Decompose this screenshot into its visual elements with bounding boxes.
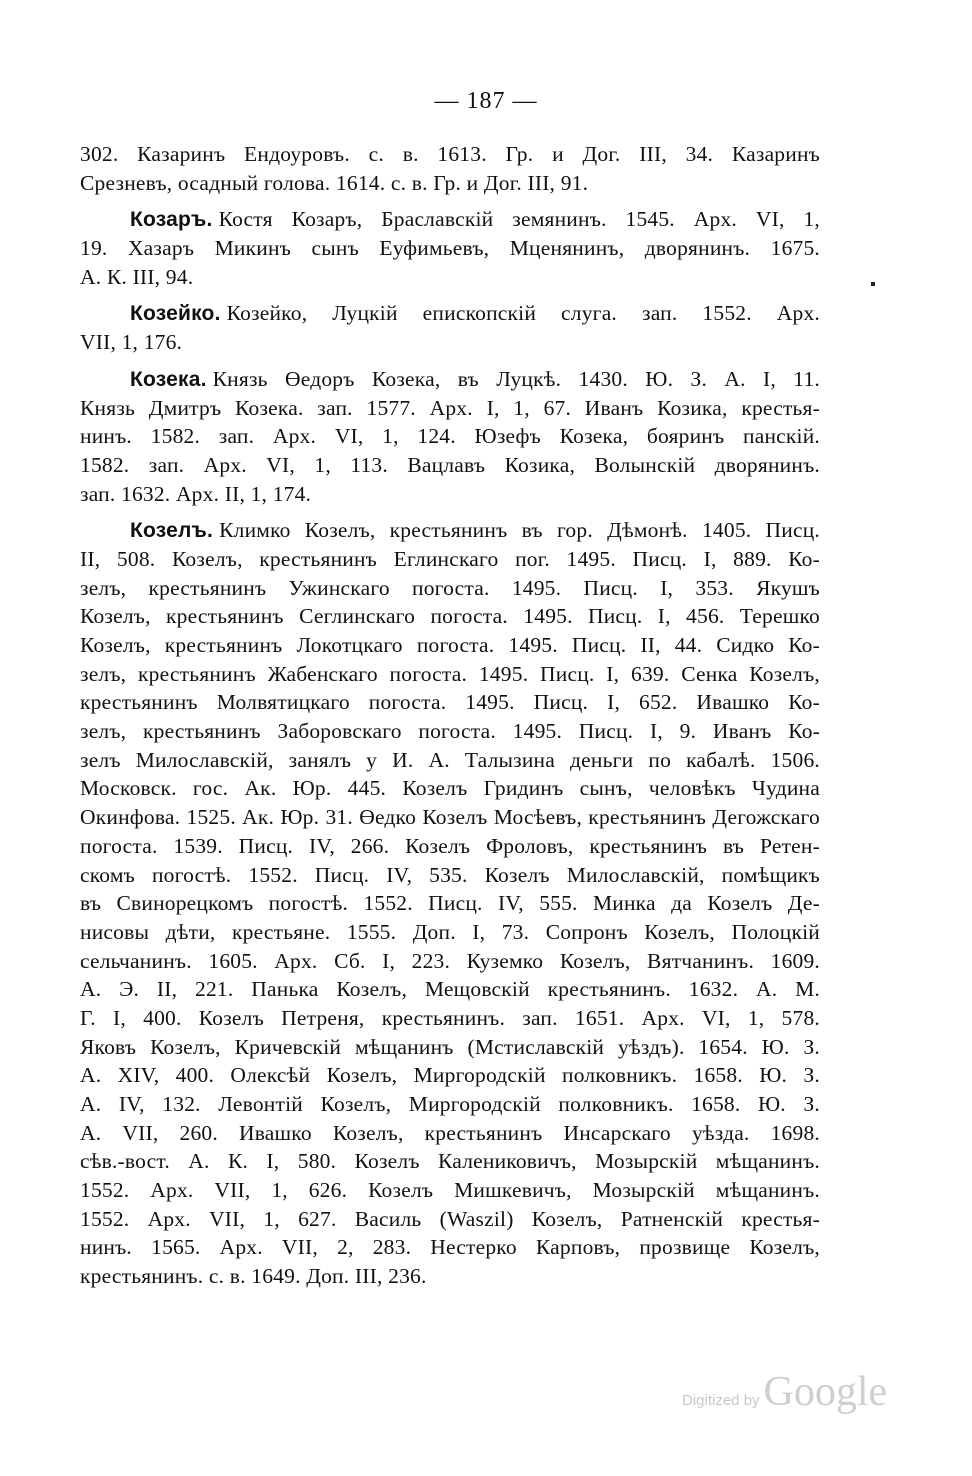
line-text: Московск. гос. Ак. Юр. 445. Козелъ Гридинъ сынъ, человѣкъ Чудина xyxy=(80,776,820,801)
line-text: 1582. зап. Арх. VI, 1, 113. Вацлавъ Козика, Волынскій дворянинъ. xyxy=(80,452,820,477)
line-text: Князь Өедоръ Козека, въ Луцкѣ. 1430. Ю. З. А. I, 11. xyxy=(212,366,820,391)
text-line xyxy=(80,1090,820,1119)
line-text: 19. Хазаръ Микинъ сынъ Еуфимьевъ, Мценянинъ, дворянинъ. 1675. xyxy=(80,236,820,261)
text-line xyxy=(80,889,820,918)
text-line xyxy=(80,1262,820,1291)
line-text: А. VII, 260. Ивашко Козелъ, крестьянинъ Инсарскаго уѣзда. 1698. xyxy=(80,1120,820,1145)
dictionary-text xyxy=(80,140,820,1291)
text-line xyxy=(80,574,820,603)
line-text: зелъ Милославскій, занялъ у И. А. Талызина деньги по кабалѣ. 1506. xyxy=(80,747,820,772)
text-line xyxy=(80,861,820,890)
text-line xyxy=(80,1233,820,1262)
line-text: Срезневъ, осадный голова. 1614. с. в. Гр. и Дог. III, 91. xyxy=(80,170,589,195)
text-line xyxy=(80,832,820,861)
text-line xyxy=(80,602,820,631)
line-text: 302. Казаринъ Ендоуровъ. с. в. 1613. Гр. и Дог. III, 34. Казаринъ xyxy=(80,142,820,166)
stray-ink-mark xyxy=(871,282,875,286)
text-line xyxy=(80,1176,820,1205)
text-line xyxy=(80,975,820,1004)
line-text: А. Э. II, 221. Панька Козелъ, Мещовскій крестьянинъ. 1632. А. М. xyxy=(80,977,820,1002)
line-text: Костя Козаръ, Браславскій земянинъ. 1545. Арх. VI, 1, xyxy=(218,207,820,232)
text-line xyxy=(80,1147,820,1176)
text-line xyxy=(80,516,820,545)
line-text: Г. I, 400. Козелъ Петреня, крестьянинъ. зап. 1651. Арх. VI, 1, 578. xyxy=(80,1005,820,1030)
text-line xyxy=(80,169,820,198)
text-line xyxy=(80,803,820,832)
line-text: зелъ, крестьянинъ Жабенскаго погоста. 1495. Писц. I, 639. Сенка Козелъ, xyxy=(80,661,820,686)
text-line xyxy=(80,1119,820,1148)
text-line xyxy=(80,451,820,480)
line-text: VII, 1, 176. xyxy=(80,330,183,355)
line-text: нисовы дѣти, крестьяне. 1555. Доп. I, 73. Сопронъ Козелъ, Полоцкій xyxy=(80,919,820,944)
line-text: 1552. Арх. VII, 1, 626. Козелъ Мишкевичъ, Мозырскій мѣщанинъ. xyxy=(80,1178,820,1203)
text-line xyxy=(80,1033,820,1062)
line-text: крестьянинъ Молвятицкаго погоста. 1495. Писц. I, 652. Ивашко Ко- xyxy=(80,690,820,715)
dictionary-entry xyxy=(80,516,820,1291)
text-line xyxy=(80,299,820,328)
line-text: зап. 1632. Арх. II, 1, 174. xyxy=(80,481,312,506)
text-line xyxy=(80,717,820,746)
line-text: Козелъ, крестьянинъ Локотцкаго погоста. 1495. Писц. II, 44. Сидко Ко- xyxy=(80,633,820,657)
text-line xyxy=(80,140,820,169)
line-text: А. XIV, 400. Олексѣй Козелъ, Миргородскій полковникъ. 1658. Ю. З. xyxy=(80,1063,820,1088)
entry-headword: Козаръ. xyxy=(130,208,213,232)
google-logo: Google xyxy=(763,1369,888,1415)
line-text: 1552. Арх. VII, 1, 627. Василь (Waszil) Козелъ, Ратненскій крестья- xyxy=(80,1206,820,1231)
text-line xyxy=(80,263,820,292)
entry-headword: Козейко. xyxy=(130,302,221,326)
line-text: нинъ. 1582. зап. Арх. VI, 1, 124. Юзефъ Козека, бояринъ панскій. xyxy=(80,424,820,449)
digitization-watermark xyxy=(682,1368,887,1416)
entry-spacer xyxy=(80,291,820,299)
text-line xyxy=(80,1061,820,1090)
text-line xyxy=(80,688,820,717)
line-text: погоста. 1539. Писц. IV, 266. Козелъ Фроловъ, крестьянинъ въ Ретен- xyxy=(80,833,820,858)
line-text: Климко Козелъ, крестьянинъ въ гор. Дѣмонѣ. 1405. Писц. xyxy=(219,518,820,543)
dictionary-entry xyxy=(80,140,820,197)
line-text: крестьянинъ. с. в. 1649. Доп. III, 236. xyxy=(80,1264,427,1289)
text-line xyxy=(80,1004,820,1033)
line-text: А. К. III, 94. xyxy=(80,264,194,289)
line-text: въ Свинорецкомъ погостѣ. 1552. Писц. IV, 555. Минка да Козелъ Де- xyxy=(80,891,820,916)
entry-headword: Козека. xyxy=(130,367,207,391)
line-text: сѣв.-вост. А. К. I, 580. Козелъ Калениковичъ, Мозырскій мѣщанинъ. xyxy=(80,1149,820,1174)
dictionary-entry xyxy=(80,205,820,291)
line-text: зелъ, крестьянинъ Заборовскаго погоста. 1495. Писц. I, 9. Иванъ Ко- xyxy=(80,719,820,744)
dictionary-entry xyxy=(80,365,820,508)
text-line xyxy=(80,545,820,574)
text-line xyxy=(80,918,820,947)
line-text: Окинфова. 1525. Ак. Юр. 31. Өедко Козелъ Мосѣевъ, крестьянинъ Дегожскаго xyxy=(80,805,820,830)
dictionary-entry xyxy=(80,299,820,356)
watermark-prefix: Digitized by xyxy=(682,1392,760,1409)
line-text: II, 508. Козелъ, крестьянинъ Еглинскаго пог. 1495. Писц. I, 889. Ко- xyxy=(80,546,820,571)
text-line xyxy=(80,394,820,423)
text-line xyxy=(80,1205,820,1234)
line-text: нинъ. 1565. Арх. VII, 2, 283. Нестерко Карповъ, прозвище Козелъ, xyxy=(80,1235,820,1260)
line-text: Козейко, Луцкій епископскій слуга. зап. 1552. Арх. xyxy=(226,301,820,326)
line-text: скомъ погостѣ. 1552. Писц. IV, 535. Козелъ Милославскій, помѣщикъ xyxy=(80,862,820,887)
line-text: Яковъ Козелъ, Кричевскій мѣщанинъ (Мстиславскій уѣздъ). 1654. Ю. З. xyxy=(80,1034,820,1059)
text-line xyxy=(80,631,820,660)
page-number: — 187 — xyxy=(434,88,538,114)
text-line xyxy=(80,234,820,263)
text-line xyxy=(80,660,820,689)
line-text: сельчанинъ. 1605. Арх. Сб. I, 223. Куземко Козелъ, Вятчанинъ. 1609. xyxy=(80,948,820,973)
text-line xyxy=(80,365,820,394)
entry-spacer xyxy=(80,197,820,205)
text-line xyxy=(80,947,820,976)
line-text: зелъ, крестьянинъ Ужинскаго погоста. 1495. Писц. I, 353. Якушъ xyxy=(80,575,820,600)
text-line xyxy=(80,774,820,803)
entry-spacer xyxy=(80,357,820,365)
text-line xyxy=(80,328,820,357)
text-line xyxy=(80,205,820,234)
text-line xyxy=(80,480,820,509)
text-line xyxy=(80,422,820,451)
line-text: А. IV, 132. Левонтій Козелъ, Миргородскій полковникъ. 1658. Ю. З. xyxy=(80,1092,820,1116)
line-text: Князь Дмитръ Козека. зап. 1577. Арх. I, 1, 67. Иванъ Козика, крестья- xyxy=(80,395,820,420)
entry-headword: Козелъ. xyxy=(130,519,214,543)
line-text: Козелъ, крестьянинъ Сеглинскаго погоста. 1495. Писц. I, 456. Терешко xyxy=(80,604,820,629)
entry-spacer xyxy=(80,508,820,516)
text-line xyxy=(80,746,820,775)
